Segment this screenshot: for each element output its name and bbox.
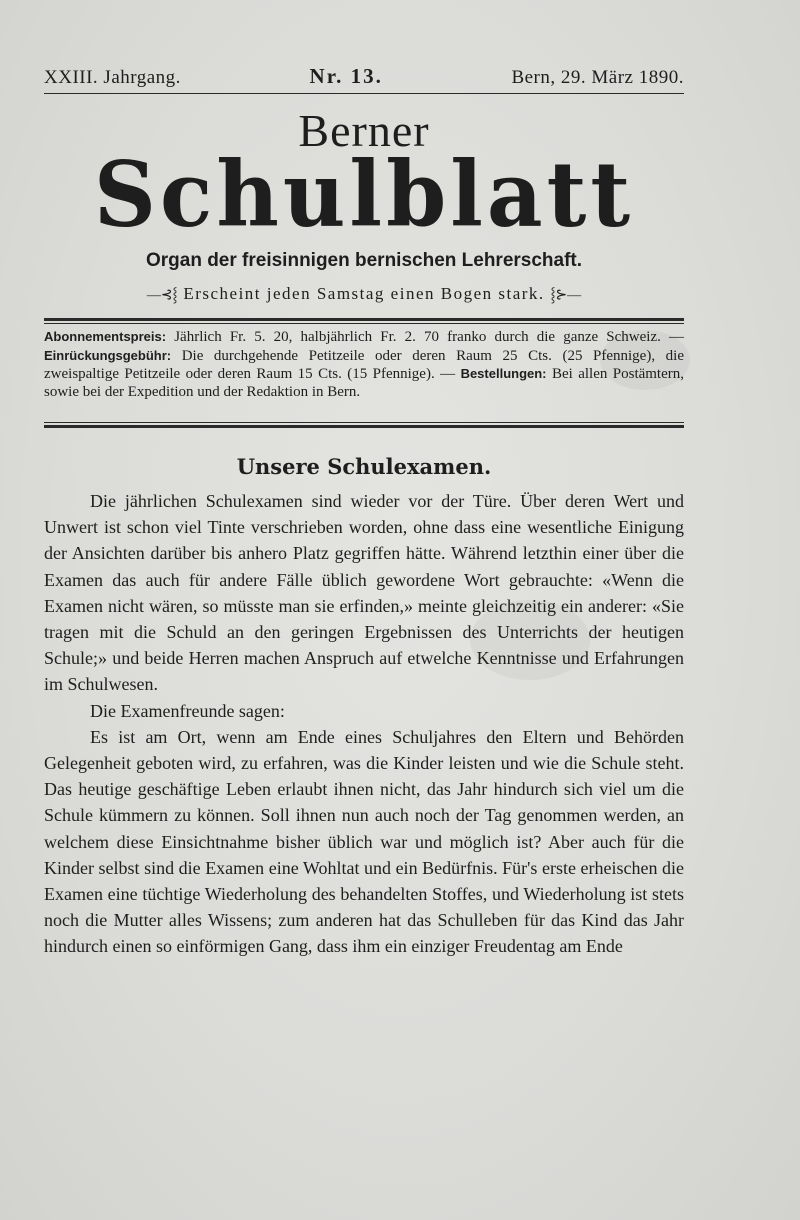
frequency-line	[0, 284, 728, 304]
subscription-top-rule-thin	[44, 323, 684, 324]
subscription-bottom-rule-thin	[44, 422, 684, 423]
subtitle-organ: Organ der freisinnigen bernischen Lehrerschaft.	[145, 250, 583, 271]
article-paragraph: Die jährlichen Schulexamen sind wieder vor der Türe. Über deren Wert und Unwert ist schon viel Tinte verschrieben worden, ohne dass eine wesentliche Einigung der Ansichten darüber bis anhero Platz gegriffen hätte. Während letzthin einer über die Examen das auch für andere Fälle üblich gewordene Wort gebrauchte: «Wenn die Examen nicht wären, so müsste man sie erfinden,» meinte gleichzeitig ein anderer: «Sie tragen mit die Schuld an den geringen Ergebnissen des Unterrichts der heutigen Schule;» und beide Herren machen Anspruch auf etwelche Kenntnisse und Erfahrungen im Schulwesen.	[44, 491, 684, 695]
title-schulblatt: Schulblatt	[93, 141, 635, 248]
issue-number: Nr. 13.	[309, 64, 383, 88]
orders-text: Bei allen Postämtern, sowie bei der Expedition und der Redaktion in Bern.	[44, 366, 685, 400]
title-berner: Berner	[298, 105, 430, 156]
insertion-fee-text: Die durchgehende Petitzeile oder deren Raum 25 Cts. (25 Pfennige), die zweispaltige Petitzeile oder deren Raum 15 Cts. (15 Pfennige). —	[44, 347, 684, 382]
subscription-top-rule	[44, 318, 684, 321]
insertion-fee-label: Einrückungsgebühr:	[44, 347, 172, 363]
frequency-text: Erscheint jeden Samstag einen Bogen stark.	[183, 284, 545, 303]
subscription-price-text: Jährlich Fr. 5. 20, halbjährlich Fr. 2. 70 franko durch die ganze Schweiz. —	[174, 329, 685, 345]
article-paragraph: Es ist am Ort, wenn am Ende eines Schuljahres den Eltern und Behörden Gelegenheit geboten wird, zu erfahren, was die Kinder leisten und wie die Schule steht. Das heutige geschäftige Leben erlaubt ihnen nicht, das Jahr hindurch sich viel um die Schule kümmern zu können. Soll ihnen nun auch noch der Tag genommen werden, an welchem diese Einsichtnahme bisher üblich war und möglich ist? Aber auch für die Kinder selbst sind die Examen eine Wohltat und ein Bedürfnis. Für's erste erheischen die Examen eine tüchtige Wiederholung des behandelten Stoffes, und Wiederholung ist stets noch die Mutter alles Wissens; zum anderen hat das Schulleben für das Kind das Jahr hindurch einen so einförmigen Gang, dass ihm ein einziger Freudentag am Ende	[44, 726, 684, 957]
left-ornament: —⊰⸾	[146, 288, 178, 303]
article-title: Unsere Schulexamen.	[236, 454, 492, 479]
header-rule	[44, 93, 684, 94]
issue-date: Bern, 29. März 1890.	[511, 67, 684, 88]
subscription-price-label: Abonnementspreis:	[44, 329, 167, 344]
right-ornament: ⸾⊱—	[550, 288, 582, 303]
subscription-block	[44, 328, 684, 401]
orders-label: Bestellungen:	[460, 366, 547, 381]
volume-label: XXIII. Jahrgang.	[44, 67, 181, 88]
subscription-bottom-rule	[44, 425, 684, 428]
article-paragraph: Die Examenfreunde sagen:	[90, 700, 285, 721]
article-body	[44, 488, 684, 960]
masthead-info-row	[44, 64, 684, 89]
